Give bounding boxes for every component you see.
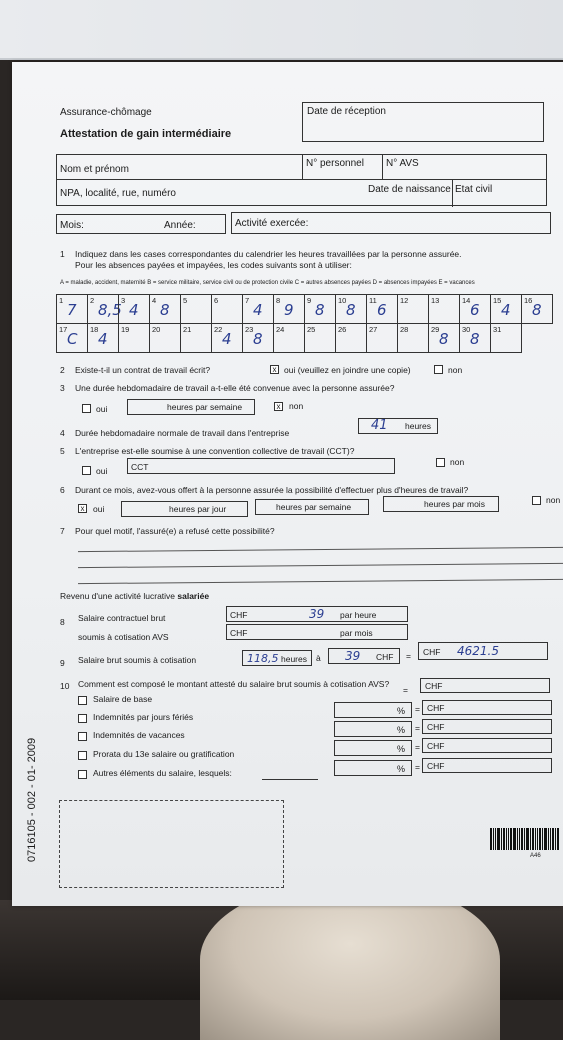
background-surface-top <box>0 0 563 60</box>
calendar-day-number: 31 <box>493 325 502 334</box>
calendar-day-number: 19 <box>121 325 130 334</box>
identity-sep-2 <box>382 155 383 179</box>
calendar-cell[interactable] <box>149 294 181 324</box>
barcode <box>490 828 562 850</box>
calendar-hours-value: 4 <box>129 301 139 319</box>
q4-text: Durée hebdomadaire normale de travail dans l'entreprise <box>75 428 290 438</box>
q6-semaine-box[interactable] <box>255 499 369 515</box>
calendar-hours-value: C <box>67 330 78 348</box>
q6-mois-label: heures par mois <box>424 499 485 509</box>
q3-oui-checkbox[interactable] <box>82 404 91 413</box>
q9-hours-unit: heures <box>281 654 307 664</box>
q8-hourly-value: 39 <box>309 607 325 621</box>
barcode-bar <box>506 828 507 850</box>
q10-item-2-eq: = <box>415 723 420 733</box>
barcode-bar <box>548 828 549 850</box>
q3-non-label: non <box>289 401 304 411</box>
calendar-cell[interactable] <box>304 294 336 324</box>
q3-oui-label: oui <box>96 404 108 414</box>
q8-hourly-box[interactable] <box>226 606 408 622</box>
calendar-day-number: 15 <box>493 296 502 305</box>
calendar-hours-value: 6 <box>377 301 387 319</box>
calendar-hours-value: 8 <box>439 330 449 348</box>
calendar-hours-value: 4 <box>98 330 108 348</box>
calendar-day-number: 26 <box>338 325 347 334</box>
q10-item-3-chf-box[interactable] <box>422 738 552 753</box>
barcode-bar <box>510 828 512 850</box>
q10-item-3-eq: = <box>415 742 420 752</box>
calendar-day-number: 5 <box>183 296 188 305</box>
calendar-cell[interactable] <box>335 294 367 324</box>
q10-item-1-checkbox[interactable] <box>78 714 87 723</box>
calendar-day-number: 21 <box>183 325 192 334</box>
q3-number: 3 <box>60 383 65 393</box>
q2-oui-checkbox[interactable]: x <box>270 365 279 374</box>
q6-oui-label: oui <box>93 504 105 514</box>
q9-eq: = <box>406 651 411 661</box>
q4-value: 41 <box>371 418 388 433</box>
stamp-signature-area[interactable] <box>59 800 284 888</box>
q5-non-checkbox[interactable] <box>436 458 445 467</box>
org-name: Assurance-chômage <box>60 107 152 118</box>
barcode-bar <box>530 828 531 850</box>
calendar-cell[interactable] <box>490 294 522 324</box>
calendar-cell[interactable] <box>211 323 243 353</box>
background-edge <box>0 58 563 60</box>
calendar-day-number: 14 <box>462 296 471 305</box>
q4-heures-box[interactable] <box>358 418 438 434</box>
q3-text: Une durée hebdomadaire de travail a-t-elle été convenue avec la personne assurée? <box>75 383 395 393</box>
calendar-day-number: 18 <box>90 325 99 334</box>
calendar-day-number: 7 <box>245 296 250 305</box>
revenu-heading-b: salariée <box>177 591 210 601</box>
calendar-day-number: 10 <box>338 296 347 305</box>
calendar-day-number: 20 <box>152 325 161 334</box>
q1-text-line2: Pour les absences payées et impayées, les codes suivants sont à utiliser: <box>75 260 352 270</box>
barcode-bar <box>501 828 502 850</box>
calendar-cell[interactable] <box>459 323 491 353</box>
calendar-day-number: 29 <box>431 325 440 334</box>
q6-semaine-label: heures par semaine <box>276 502 352 512</box>
q8-line1: Salaire contractuel brut <box>78 613 166 623</box>
barcode-bar <box>490 828 492 850</box>
barcode-bar <box>544 828 547 850</box>
q10-item-2-checkbox[interactable] <box>78 732 87 741</box>
q4-number: 4 <box>60 428 65 438</box>
calendar-day-number: 3 <box>121 296 126 305</box>
q1-codes: A = maladie, accident, maternité B = service militaire, service civil ou de protection civile C = autres absences payées D = absences impayées E = vacances <box>60 280 475 286</box>
q9-hours-box[interactable] <box>242 650 312 666</box>
q10-item-3-label: Prorata du 13e salaire ou gratification <box>93 749 235 759</box>
mois-annee-box[interactable] <box>56 214 226 234</box>
calendar-cell[interactable] <box>273 323 305 353</box>
q10-item-3-pct-box[interactable] <box>334 740 412 756</box>
q10-base-chf-box[interactable] <box>420 678 550 693</box>
mois-label: Mois: <box>60 220 84 231</box>
activite-label: Activité exercée: <box>235 218 309 229</box>
calendar-cell[interactable] <box>397 294 429 324</box>
barcode-bar <box>555 828 556 850</box>
calendar-hours-value: 7 <box>67 301 77 319</box>
q5-cct-box[interactable] <box>127 458 395 474</box>
calendar-cell[interactable] <box>242 294 274 324</box>
barcode-bar <box>519 828 520 850</box>
barcode-bar <box>497 828 500 850</box>
q10-item-2-label: Indemnités de vacances <box>93 730 185 740</box>
q6-non-label: non <box>546 495 561 505</box>
identity-sep-1 <box>302 155 303 179</box>
q10-item-4-chf: CHF <box>427 761 445 771</box>
calendar-day-number: 22 <box>214 325 223 334</box>
q10-item-1-eq: = <box>415 704 420 714</box>
q9-rate-value: 39 <box>345 649 361 663</box>
q10-item-0-checkbox[interactable] <box>78 696 87 705</box>
calendar-hours-value: 8 <box>532 301 542 319</box>
q10-item-4-checkbox[interactable] <box>78 770 87 779</box>
barcode-bar <box>495 828 496 850</box>
barcode-bar <box>550 828 551 850</box>
barcode-bar <box>513 828 516 850</box>
q8-line2: soumis à cotisation AVS <box>78 632 169 642</box>
q10-item-0-label: Salaire de base <box>93 694 153 704</box>
calendar-day-number: 12 <box>400 296 409 305</box>
q10-item-1-pct: % <box>397 706 406 716</box>
calendar-cell[interactable] <box>397 323 429 353</box>
identity-sep-3 <box>452 179 453 207</box>
q8-monthly-unit: par mois <box>340 628 373 638</box>
barcode-bar <box>521 828 523 850</box>
q10-item-1-chf-box[interactable] <box>422 700 552 715</box>
identity-block <box>56 154 547 206</box>
q10-item-2-chf-box[interactable] <box>422 719 552 734</box>
calendar-cell[interactable] <box>521 294 553 324</box>
calendar-day-number: 11 <box>369 296 377 305</box>
q5-text: L'entreprise est-elle soumise à une convention collective de travail (CCT)? <box>75 446 355 456</box>
calendar-cell[interactable] <box>118 294 150 324</box>
q10-item-4-pct: % <box>397 764 406 774</box>
calendar-cell[interactable] <box>211 294 243 324</box>
calendar-hours-value: 8 <box>346 301 356 319</box>
barcode-code: A46 <box>530 853 541 859</box>
barcode-bar <box>524 828 525 850</box>
calendar-hours-value: 8,5 <box>98 301 122 319</box>
barcode-bar <box>557 828 559 850</box>
barcode-bar <box>539 828 541 850</box>
q10-item-4-label: Autres éléments du salaire, lesquels: <box>93 768 232 778</box>
npa-label: NPA, localité, rue, numéro <box>60 188 176 199</box>
q4-unit: heures <box>405 421 431 431</box>
calendar-day-number: 8 <box>276 296 281 305</box>
q7-answer-line-3[interactable] <box>78 579 563 584</box>
q2-number: 2 <box>60 365 65 375</box>
q9-total-box[interactable] <box>418 642 548 660</box>
calendar-hours-value: 6 <box>470 301 480 319</box>
calendar-hours-value: 4 <box>501 301 511 319</box>
calendar-cell[interactable] <box>335 323 367 353</box>
personnel-label: N° personnel <box>306 158 364 169</box>
q10-base-eq: = <box>403 685 408 695</box>
calendar-cell[interactable] <box>87 323 119 353</box>
calendar-hours-value: 8 <box>160 301 170 319</box>
q6-number: 6 <box>60 485 65 495</box>
barcode-bar <box>532 828 534 850</box>
q10-number: 10 <box>60 681 70 691</box>
calendar-day-number: 23 <box>245 325 254 334</box>
calendar-day-number: 25 <box>307 325 316 334</box>
calendar-hours-value: 8 <box>470 330 480 348</box>
q10-item-3-pct: % <box>397 744 406 754</box>
calendar-hours-value: 4 <box>253 301 263 319</box>
calendar-cell[interactable] <box>428 294 460 324</box>
barcode-bar <box>537 828 538 850</box>
calendar-cell[interactable] <box>366 294 398 324</box>
identity-divider <box>57 179 546 180</box>
q10-item-4-pct-box[interactable] <box>334 760 412 776</box>
calendar-cell[interactable] <box>428 323 460 353</box>
nom-label: Nom et prénom <box>60 164 129 175</box>
calendar-cell[interactable] <box>242 323 274 353</box>
revenu-heading-a: Revenu d'une activité lucrative <box>60 591 178 601</box>
q2-non-label: non <box>448 365 463 375</box>
date-reception-box[interactable] <box>302 102 544 142</box>
etat-civil-label: Etat civil <box>455 184 493 195</box>
q8-hourly-chf: CHF <box>230 610 248 620</box>
q6-jour-label: heures par jour <box>169 504 227 514</box>
naissance-label: Date de naissance <box>368 184 451 195</box>
q8-monthly-box[interactable] <box>226 624 408 640</box>
calendar-cell[interactable] <box>87 294 122 324</box>
q3-non-checkbox[interactable]: x <box>274 402 283 411</box>
calendar-day-number: 28 <box>400 325 409 334</box>
q3-heures-label: heures par semaine <box>167 402 243 412</box>
q6-oui-checkbox[interactable]: x <box>78 504 87 513</box>
q9-rate-chf: CHF <box>376 652 394 662</box>
q7-answer-line-2[interactable] <box>78 563 563 568</box>
calendar-day-number: 4 <box>152 296 157 305</box>
q5-non-label: non <box>450 457 465 467</box>
q7-number: 7 <box>60 526 65 536</box>
calendar-cell[interactable] <box>490 323 522 353</box>
q9-rate-box[interactable] <box>328 648 400 664</box>
q7-text: Pour quel motif, l'assuré(e) a refusé cette possibilité? <box>75 526 275 536</box>
barcode-bar <box>542 828 543 850</box>
q10-item-2-chf: CHF <box>427 722 445 732</box>
calendar-day-number: 17 <box>59 325 68 334</box>
calendar-day-number: 9 <box>307 296 312 305</box>
calendar-day-number: 16 <box>524 296 533 305</box>
activite-box[interactable] <box>231 212 551 234</box>
calendar-day-number: 6 <box>214 296 219 305</box>
q10-text: Comment est composé le montant attesté du salaire brut soumis à cotisation AVS? <box>78 679 390 689</box>
q9-total-chf: CHF <box>423 647 441 657</box>
q10-item-1-label: Indemnités par jours fériés <box>93 712 194 722</box>
q6-text: Durant ce mois, avez-vous offert à la personne assurée la possibilité d'effectuer plus d'heures de travail? <box>75 485 469 495</box>
q5-cct-label: CCT <box>131 462 149 472</box>
calendar-day-number: 1 <box>59 296 64 305</box>
q10-base-chf: CHF <box>425 681 443 691</box>
barcode-bar <box>535 828 536 850</box>
form-title: Attestation de gain intermédiaire <box>60 128 232 140</box>
calendar-hours-value: 8 <box>253 330 263 348</box>
calendar-hours-value: 4 <box>222 330 232 348</box>
q10-item-4-eq: = <box>415 762 420 772</box>
q6-mois-box[interactable] <box>383 496 499 512</box>
barcode-bar <box>503 828 505 850</box>
q1-number: 1 <box>60 249 65 259</box>
q5-oui-checkbox[interactable] <box>82 466 91 475</box>
q9-number: 9 <box>60 658 65 668</box>
revenu-heading <box>60 592 209 601</box>
calendar-cell[interactable] <box>273 294 305 324</box>
calendar-cell[interactable] <box>118 323 150 353</box>
q3-heures-box[interactable] <box>127 399 255 415</box>
barcode-bar <box>517 828 518 850</box>
calendar-cell[interactable] <box>149 323 181 353</box>
barcode-bar <box>552 828 554 850</box>
date-reception-label: Date de réception <box>307 106 386 117</box>
calendar-day-number: 13 <box>431 296 440 305</box>
q2-non-checkbox[interactable] <box>434 365 443 374</box>
q10-item-2-pct: % <box>397 725 406 735</box>
q8-monthly-chf: CHF <box>230 628 248 638</box>
q10-item-2-pct-box[interactable] <box>334 721 412 737</box>
calendar-cell[interactable] <box>180 294 212 324</box>
calendar-cell[interactable] <box>56 323 88 353</box>
q10-item-3-checkbox[interactable] <box>78 751 87 760</box>
q5-oui-label: oui <box>96 466 108 476</box>
form-code: 0716105 - 002 - 01- 2009 <box>26 737 38 862</box>
q9-total-value: 4621.5 <box>457 644 499 658</box>
calendar-day-number: 27 <box>369 325 378 334</box>
q6-jour-box[interactable] <box>121 501 248 517</box>
avs-label: N° AVS <box>386 158 419 169</box>
q10-item-1-pct-box[interactable] <box>334 702 412 718</box>
calendar-hours-value: 8 <box>315 301 325 319</box>
annee-label: Année: <box>164 220 196 231</box>
q2-text: Existe-t-il un contrat de travail écrit? <box>75 365 211 375</box>
q5-number: 5 <box>60 446 65 456</box>
q8-number: 8 <box>60 617 65 627</box>
calendar-day-number: 2 <box>90 296 95 305</box>
calendar-cell[interactable] <box>180 323 212 353</box>
calendar-cell[interactable] <box>459 294 491 324</box>
form-sheet <box>12 62 563 906</box>
calendar-day-number: 24 <box>276 325 285 334</box>
q6-non-checkbox[interactable] <box>532 496 541 505</box>
calendar-hours-value: 9 <box>284 301 294 319</box>
calendar-grid <box>56 294 552 352</box>
q9-text: Salaire brut soumis à cotisation <box>78 655 197 665</box>
barcode-bar <box>508 828 509 850</box>
q10-item-1-chf: CHF <box>427 703 445 713</box>
q10-item-4-chf-box[interactable] <box>422 758 552 773</box>
q10-item-3-chf: CHF <box>427 741 445 751</box>
calendar-cell[interactable] <box>304 323 336 353</box>
barcode-bar <box>526 828 529 850</box>
q9-hours-value: 118,5 <box>247 652 279 665</box>
q8-hourly-unit: par heure <box>340 610 377 620</box>
q10-item-4-line[interactable] <box>262 779 318 780</box>
q1-text-line1: Indiquez dans les cases correspondantes du calendrier les heures travaillées par la personne assurée. <box>75 249 462 259</box>
q9-a: à <box>316 653 321 663</box>
barcode-bar <box>493 828 494 850</box>
calendar-day-number: 30 <box>462 325 471 334</box>
q7-answer-line-1[interactable] <box>78 547 563 552</box>
calendar-cell[interactable] <box>56 294 88 324</box>
calendar-cell[interactable] <box>366 323 398 353</box>
q2-oui-label: oui (veuillez en joindre une copie) <box>284 365 411 375</box>
